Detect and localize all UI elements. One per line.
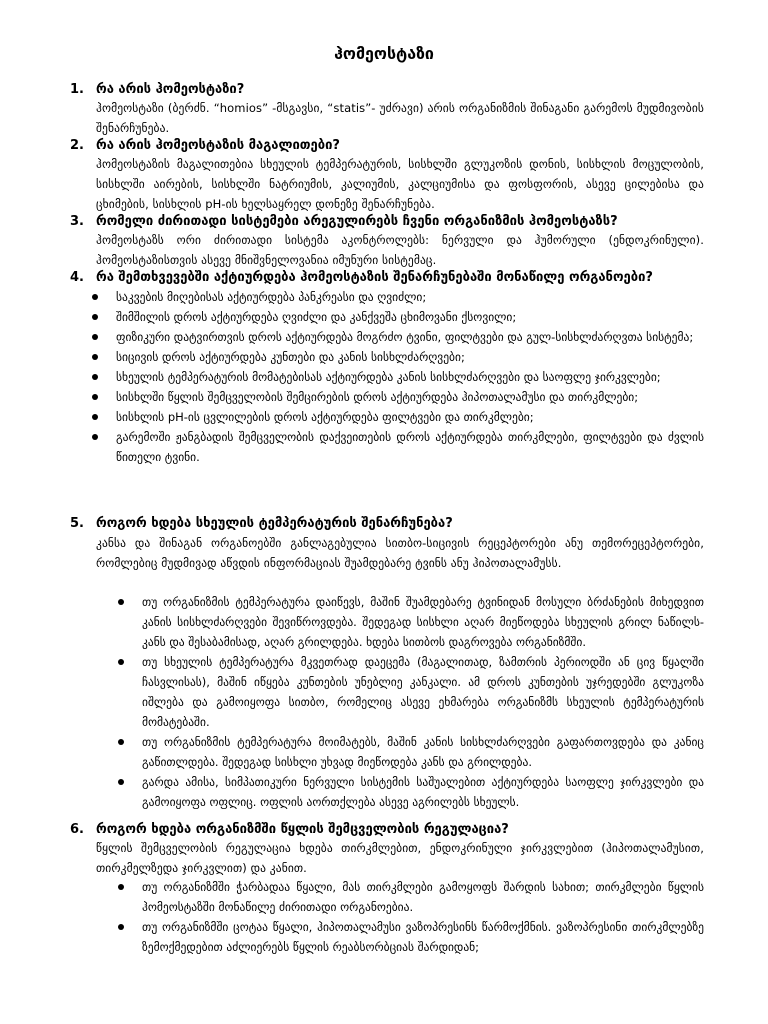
question-5 xyxy=(70,514,710,534)
bullet-icon xyxy=(118,739,124,745)
question-text: რა არის ჰომეოსტაზი? xyxy=(96,82,245,97)
question-text: რა არის ჰომეოსტაზის მაგალითები? xyxy=(96,138,340,153)
list-item: გარდა ამისა, სიმპათიკური ნერვული სისტემის საშუალებით აქტიურდება საოფლე ჯირკვლები და გამოიყოფა ოფლიც. ოფლის აორთქლება ასევე აგრილებს სხეულს. xyxy=(118,772,704,812)
bullet-icon xyxy=(92,334,98,340)
list-item: გარემოში ჟანგბადის შემცველობის დაქვეითების დროს აქტიურდება თირკმლები, ფილტვები და ძვლის წითელი ტვინი. xyxy=(92,427,704,467)
question-6 xyxy=(70,820,710,840)
question-text: რა შემთხვევებში აქტიურდება ჰომეოსტაზის შენარჩუნებაში მონაწილე ორგანოები? xyxy=(96,270,653,285)
bullet-icon xyxy=(92,294,98,300)
answer-1-paragraph: ჰომეოსტაზი (ბერძნ. “homios” -მსგავსი, “statis”- უძრავი) არის ორგანიზმის შინაგანი გარემოს მუდმივობის შენარჩუნება. xyxy=(96,101,704,135)
list-item: სისხლის pH-ის ცვლილების დროს აქტიურდება ფილტვები და თირკმლები; xyxy=(92,407,704,427)
question-number: 2. xyxy=(70,138,84,153)
bullet-icon xyxy=(118,924,124,930)
bullet-icon xyxy=(118,884,124,890)
question-number: 1. xyxy=(70,82,84,97)
question-3 xyxy=(70,212,710,232)
answer-5-list xyxy=(118,592,704,812)
bullet-icon xyxy=(92,394,98,400)
question-number: 5. xyxy=(70,516,84,531)
list-item: შიმშილის დროს აქტიურდება ღვიძლი და კანქვეშა ცხიმოვანი ქსოვილი; xyxy=(92,307,704,327)
bullet-icon xyxy=(118,599,124,605)
answer-5-paragraph: კანსა და შინაგან ორგანოებში განლაგებულია სითბო-სიცივის რეცეპტორები ანუ თემორეცეპტორები, რომლებიც მუდმივად აწვდის ინფორმაციას შუამდებარე ტვინს ანუ ჰიპოთალამუსს. xyxy=(96,536,704,570)
list-item: თუ ორგანიზმში ჭარბადაა წყალი, მას თირკმლები გამოყოფს შარდის სახით; თირკმლები წყლის ჰომეოსტაზში მონაწილე ძირითადი ორგანოებია. xyxy=(118,877,704,917)
bullet-icon xyxy=(118,659,124,665)
question-text: როგორ ხდება სხეულის ტემპერატურის შენარჩუნება? xyxy=(96,516,453,531)
bullet-icon xyxy=(92,434,98,440)
page-title: ჰომეოსტაზი xyxy=(334,44,434,63)
question-number: 6. xyxy=(70,822,84,837)
bullet-icon xyxy=(92,354,98,360)
question-1 xyxy=(70,80,710,100)
bullet-icon xyxy=(92,314,98,320)
answer-4-list xyxy=(92,287,704,467)
list-item: სხეულის ტემპერატურის მომატებისას აქტიურდება კანის სისხლძარღვები და საოფლე ჯირკვლები; xyxy=(92,367,704,387)
question-text: როგორ ხდება ორგანიზმში წყლის შემცველობის რეგულაცია? xyxy=(96,822,509,837)
question-4 xyxy=(70,268,710,288)
list-item: საკვების მიღებისას აქტიურდება პანკრეასი და ღვიძლი; xyxy=(92,287,704,307)
list-item: თუ ორგანიზმის ტემპერატურა მოიმატებს, მაშინ კანის სისხლძარღვები გაფართოვდება და კანიც გაწითლდება. შედეგად სისხლი უხვად მიეწოდება კანს და გრილდება. xyxy=(118,732,704,772)
bullet-icon xyxy=(118,779,124,785)
question-text: რომელი ძირითადი სისტემები არეგულირებს ჩვენი ორგანიზმის ჰომეოსტაზს? xyxy=(96,214,618,229)
answer-3-paragraph: ჰომეოსტაზს ორი ძირითადი სისტემა აკონტროლებს: ნერვული და ჰუმორული (ენდოკრინული). ჰომეოსტაზისთვის ასევე მნიშვნელოვანია იმუნური სისტემაც. xyxy=(96,233,704,267)
bullet-icon xyxy=(92,374,98,380)
question-number: 4. xyxy=(70,270,84,285)
list-item: ფიზიკური დატვირთვის დროს აქტიურდება მოგრძო ტვინი, ფილტვები და გულ-სისხლძარღვთა სისტემა; xyxy=(92,327,704,347)
list-item: თუ სხეულის ტემპერატურა მკვეთრად დაეცემა (მაგალითად, ზამთრის პერიოდში ან ცივ წყალში ჩასვლისას), მაშინ იწყება კუნთების უნებლიე კანკალი. ამ დროს კუნთების უჯრედებში გლუკოზა იშლება და გამოიყოფა სითბო, რომელიც ასევე ეხმარება ორგანიზმს სხეულის ტემპერატურის მომატებაში. xyxy=(118,652,704,732)
question-number: 3. xyxy=(70,214,84,229)
list-item: სიცივის დროს აქტიურდება კუნთები და კანის სისხლძარღვები; xyxy=(92,347,704,367)
bullet-icon xyxy=(92,414,98,420)
list-item: თუ ორგანიზმის ტემპერატურა დაიწევს, მაშინ შუამდებარე ტვინიდან მოსული ბრძანების მიხედვით კანის სისხლძარღვები შევიწროვდება. შედეგად სისხლი აღარ მიეწოდება სხეულის გრილ ნაწილს- კანს და შესაბამისად, აღარ გრილდება. ხდება სითბოს დაგროვება ორგანიზმში. xyxy=(118,592,704,652)
list-item: თუ ორგანიზმში ცოტაა წყალი, ჰიპოთალამუსი ვაზოპრესინს წარმოქმნის. ვაზოპრესინი თირკმლებზე ზემოქმედებით აძლიერებს წყლის რეაბსორბციას შარდიდან; xyxy=(118,917,704,957)
answer-6-paragraph: წყლის შემცველობის რეგულაცია ხდება თირკმლებით, ენდოკრინული ჯირკვლებით (ჰიპოთალამუსით, თირკმელზედა ჯირკვლით) და კანით. xyxy=(96,841,704,875)
answer-6-list xyxy=(118,877,704,957)
question-2 xyxy=(70,136,710,156)
answer-2-paragraph: ჰომეოსტაზის მაგალითებია სხეულის ტემპერატურის, სისხლში გლუკოზის დონის, სისხლის მოცულობის, სისხლში აირების, სისხლში ნატრიუმის, კალიუმის, კალციუმისა და ფოსფორის, ასევე ცილებისა და ცხიმების, სისხლის pH-ის ხელსაყრელ დონეზე შენარჩუნება. xyxy=(96,157,704,211)
list-item: სისხლში წყლის შემცველობის შემცირების დროს აქტიურდება ჰიპოთალამუსი და თირკმლები; xyxy=(92,387,704,407)
